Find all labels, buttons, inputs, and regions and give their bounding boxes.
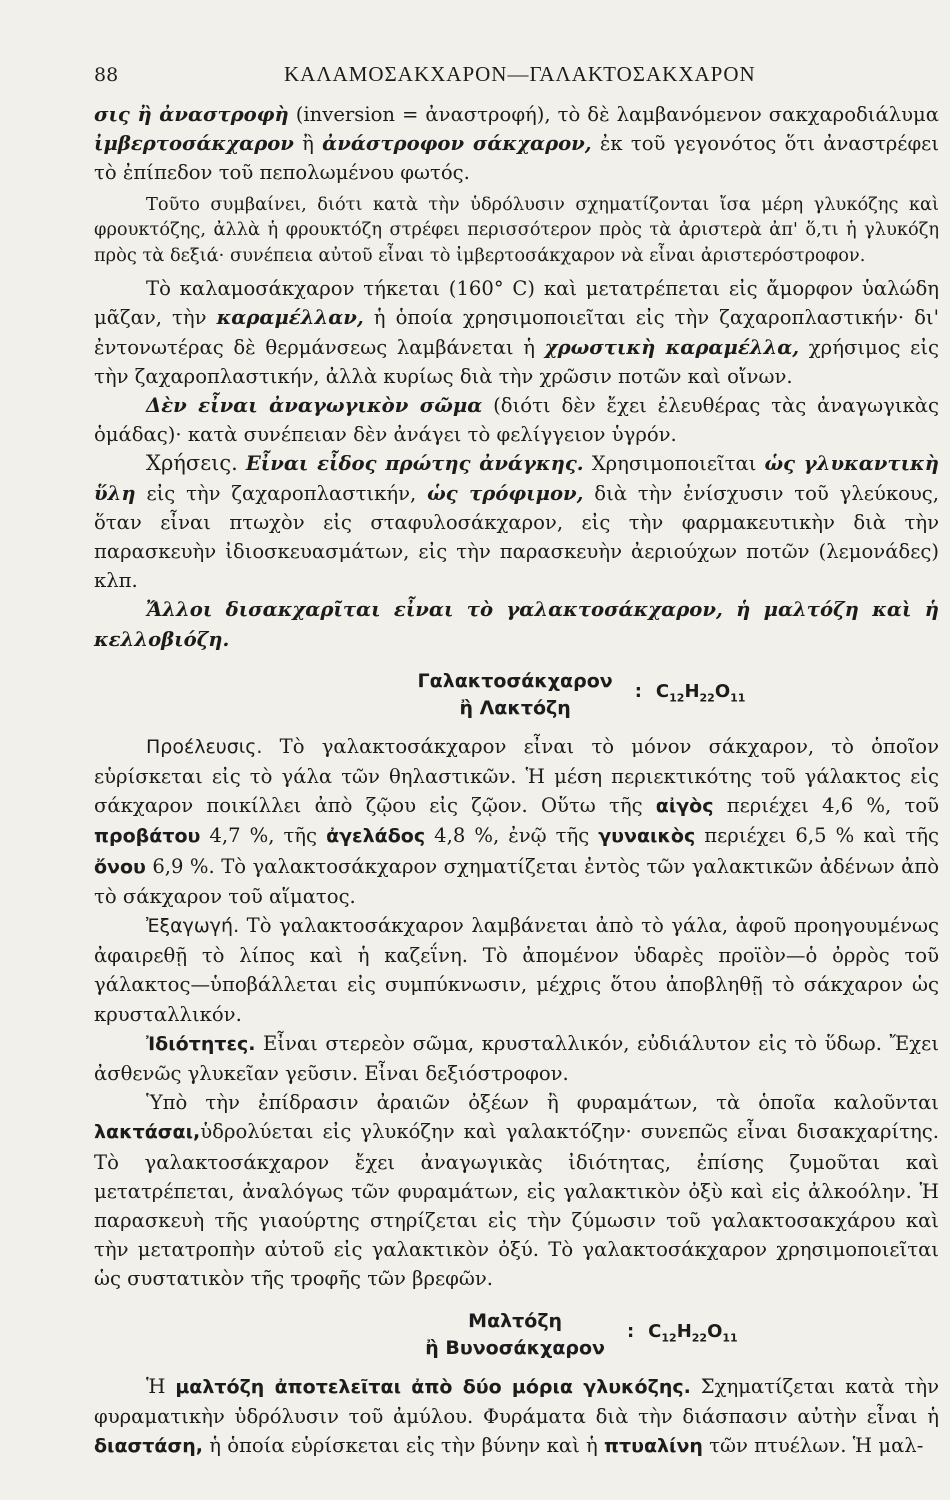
formula-element: H bbox=[684, 680, 700, 702]
formula-subscript: 22 bbox=[691, 1331, 708, 1345]
formula-element: O bbox=[707, 1320, 723, 1342]
formula-element: O bbox=[714, 680, 731, 702]
term-sheep: προβάτου bbox=[94, 825, 201, 848]
term-ptyalin: πτυαλίνη bbox=[604, 1435, 703, 1458]
formula-subscript: 12 bbox=[661, 1331, 677, 1345]
text-run: Εἶναι στερεὸν σῶμα, κρυσταλλικόν, εὐδιάλυτον εἰς τὸ ὕδωρ. Ἔχει ἀσθενῶς γλυκεῖαν γεῦσιν. Εἶναι δεξιόστροφον. bbox=[94, 1031, 939, 1085]
term-non-reducing: Δὲν εἶναι ἀναγωγικὸν σῶμα bbox=[146, 393, 483, 417]
page-header bbox=[94, 58, 890, 94]
paragraph-caramel bbox=[94, 274, 939, 391]
text-run: ὑδρολύεται εἰς γλυκόζην καὶ γαλακτόζην· συνεπῶς εἶναι δισακχαρίτης. Τὸ γαλακτοσάκχαρον ἔχει ἀναγωγικὰς ἰδιότητας, ἐπίσης ζυμοῦται καὶ μετατρέπεται, ἀναλόγως τῶν φυραμάτων, εἰς γαλακτικὸν ὀξὺ καὶ εἰς ἀλκοόλην. Ἡ παρασκευὴ τῆς γιαούρτης στηρίζεται εἰς τὴν ζύμωσιν τοῦ γαλακτοσακχάρου καὶ τὴν μετατροπὴν αὐτοῦ εἰς γαλακτικὸν ὀξύ. Τὸ γαλακτοσάκχαρον χρησιμοποιεῖται ὡς συστατικὸν τῆς τροφῆς τῶν βρεφῶν. bbox=[94, 1120, 939, 1291]
text-run: Ὑπὸ τὴν ἐπίδρασιν ἀραιῶν ὀξέων ἢ φυραμάτων, τὰ ὁποῖα καλοῦνται bbox=[146, 1091, 939, 1115]
text-run: Τὸ γαλακτοσάκχαρον εἶναι τὸ μόνον σάκχαρον, τὸ ὁποῖον εὑρίσκεται εἰς τὸ γάλα τῶν θηλαστικῶν. Ἡ μέση περιεκτικότης τοῦ γάλακτος εἰς σάκχαρον ποικίλλει ἀπὸ ζῷου εἰς ζῷον. Οὕτω τῆς bbox=[94, 734, 939, 818]
text-run: Σχηματίζεται κατὰ τὴν φυραματικὴν ὑδρόλυσιν τοῦ ἀμύλου. Φυράματα διὰ τὴν διάσπασιν αὐτὴν εἶναι ἡ bbox=[94, 1374, 940, 1428]
section-heading-names bbox=[418, 668, 613, 722]
term-two-glucose: ἀποτελεῖται ἀπὸ δύο μόρια γλυκόζης. bbox=[264, 1375, 691, 1398]
heading-properties: Ἰδιότητες. bbox=[146, 1032, 256, 1055]
text-run: 4,8 %, ἐνῷ τῆς bbox=[425, 824, 599, 848]
term-woman: γυναικὸς bbox=[598, 825, 696, 848]
running-title: ΚΑΛΑΜΟΣΑΚΧΑΡΟΝ—ΓΑΛΑΚΤΟΣΑΚΧΑΡΟΝ bbox=[284, 62, 756, 86]
text-run: Τὸ γαλακτοσάκχαρον λαμβάνεται ἀπὸ τὸ γάλα, ἀφοῦ προηγουμένως ἀφαιρεθῇ τὸ λίπος καὶ ἡ καζεΐνη. Τὸ ἀπομένον ὑδαρὲς προϊὸν—ὁ ὀρρὸς τοῦ γάλακτος—ὑποβάλλεται εἰς συμπύκνωσιν, μέχρις ὅτου ἀποβληθῇ τὸ σάκχαρον ὡς κρυσταλλικόν. bbox=[94, 913, 939, 1026]
formula-subscript: 12 bbox=[669, 691, 685, 705]
text-run: τῶν πτυέλων. Ἡ μαλ- bbox=[702, 1434, 924, 1458]
term-maltose: μαλτόζη bbox=[175, 1375, 265, 1398]
section-title-maltose: Μαλτόζη bbox=[468, 1309, 563, 1332]
heading-origin: Προέλευσις. bbox=[146, 735, 263, 758]
formula-subscript: 11 bbox=[730, 691, 746, 705]
section-subtitle-maltose: ἢ Βυνοσάκχαρον bbox=[425, 1336, 605, 1359]
text-run: περιέχει 6,5 % καὶ τῆς bbox=[695, 824, 939, 848]
text-run: (διότι δὲν ἔχει ἐλευθέρας τὰς ἀναγωγικὰς ὁμάδας)· κατὰ συνέπειαν δὲν ἀνάγει τὸ φελίγγειον ὑγρόν. bbox=[94, 393, 939, 447]
text-run: ἡ ὁποία εὑρίσκεται εἰς τὴν βύνην καὶ ἡ bbox=[203, 1434, 604, 1458]
text-run: εἰς τὴν ζαχαροπλαστικήν, bbox=[135, 481, 428, 505]
term-inverted-sugar: ἀνάστροφον σάκχαρον, bbox=[322, 132, 592, 156]
heading-extraction: Ἐξαγωγή. bbox=[146, 914, 240, 937]
text-run bbox=[238, 452, 246, 475]
paragraph-extraction bbox=[94, 911, 939, 1029]
section-subtitle-lactose: ἢ Λακτόζη bbox=[459, 696, 571, 719]
text-run: Τὸ καλαμοσάκχαρον τήκεται (160° C) καὶ μετατρέπεται εἰς ἄμορφον ὑαλώδη μᾶζαν, τὴν bbox=[94, 277, 939, 330]
term-cow: ἀγελάδος bbox=[326, 825, 426, 848]
formula-subscript: 11 bbox=[722, 1331, 738, 1345]
section-heading-maltose bbox=[94, 1308, 939, 1362]
text-run: ἐκ τοῦ γεγονότος ὅτι ἀναστρέφει τὸ ἐπίπεδον τοῦ πεπολωμένου φωτός. bbox=[94, 132, 940, 185]
paragraph-maltose bbox=[94, 1372, 939, 1462]
text-run: ἢ bbox=[293, 132, 323, 156]
text-run: περιέχει 4,6 %, τοῦ bbox=[713, 794, 939, 818]
term-sweetener: ὡς γλυκαντικὴ ὕλη bbox=[94, 452, 939, 505]
formula-maltose bbox=[627, 1317, 738, 1353]
text-run: 6,9 %. Τὸ γαλακτοσάκχαρον σχηματίζεται ἐντὸς τῶν γαλακτικῶν ἀδένων ἀπὸ τὸ σάκχαρον τοῦ αἵματος. bbox=[94, 854, 939, 908]
formula-element: H bbox=[676, 1320, 692, 1342]
paragraph-non-reducing bbox=[94, 391, 939, 449]
text-run: χρήσιμος εἰς τὴν ζαχαροπλαστικήν, ἀλλὰ κυρίως διὰ τὴν χρῶσιν ποτῶν καὶ οἴνων. bbox=[94, 335, 939, 388]
text-run: ἡ ὁποία χρησιμοποιεῖται εἰς τὴν ζαχαροπλαστικήν· δι' ἐντονωτέρας δὲ θερμάνσεως λαμβάνεται ἡ bbox=[94, 306, 939, 359]
term-invert-sugar: ἰμβερτοσάκχαρον bbox=[94, 132, 294, 156]
term-caramel: καραμέλλαν, bbox=[216, 306, 364, 330]
text-run: Ἡ bbox=[146, 1374, 176, 1398]
term-lactases: λακτάσαι, bbox=[94, 1121, 201, 1144]
paragraph-properties bbox=[94, 1029, 939, 1088]
term-inversion: σις ἢ ἀναστροφὴ bbox=[94, 103, 289, 126]
paragraph-uses bbox=[94, 449, 939, 595]
formula-colon: : bbox=[626, 1320, 635, 1342]
text-run: διὰ τὴν ἐνίσχυσιν τοῦ γλεύκους, ὅταν εἶναι πτωχὸν εἰς σταφυλοσάκχαρον, εἰς τὴν φαρμακευτικὴν διὰ τὴν παρασκευὴν ἰδιοσκευασμάτων, εἰς τὴν παρασκευὴν ἀεριούχων ποτῶν (λεμονάδες) κλπ. bbox=[94, 481, 939, 593]
paragraph-hydrolysis-note: Τοῦτο συμβαίνει, διότι κατὰ τὴν ὑδρόλυσιν σχηματίζονται ἴσα μέρη γλυκόζης καὶ φρουκτόζης, ἀλλὰ ἡ φρουκτόζη στρέφει περισσότερον πρὸς τὰ ἀριστερὰ ἀπ' ὅ,τι ἡ γλυκόζη πρὸς τὰ δεξιά· συνέπεια αὐτοῦ εἶναι τὸ ἰμβερτοσάκχαρον νὰ εἶναι ἀριστερόστροφον. bbox=[94, 193, 939, 266]
heading-uses: Χρήσεις. bbox=[146, 451, 238, 476]
term-coloring-caramel: χρωστικὴ καραμέλλα, bbox=[544, 335, 800, 359]
formula-subscript: 22 bbox=[699, 691, 715, 705]
formula-element: C bbox=[648, 1320, 662, 1342]
paragraph-inversion bbox=[94, 100, 939, 188]
text-run: Χρησιμοποιεῖται bbox=[583, 452, 765, 476]
section-title-lactose: Γαλακτοσάκχαρον bbox=[417, 669, 613, 692]
term-necessity: Εἶναι εἶδος πρώτης ἀνάγκης. bbox=[245, 452, 584, 476]
term-goat: αἰγὸς bbox=[655, 795, 714, 818]
formula-element: C bbox=[655, 680, 670, 702]
page-body bbox=[94, 100, 939, 1461]
section-heading-lactose bbox=[94, 668, 939, 722]
formula-lactose bbox=[635, 677, 746, 713]
term-food: ὡς τρόφιμον, bbox=[427, 481, 584, 505]
paragraph-other-disaccharides: Ἄλλοι δισακχαρῖται εἶναι τὸ γαλακτοσάκχαρον, ἡ μαλτόζη καὶ ἡ κελλοβιόζη. bbox=[94, 598, 939, 651]
term-donkey: ὄνου bbox=[94, 855, 146, 878]
section-heading-names bbox=[425, 1308, 605, 1362]
paragraph-origin bbox=[94, 732, 939, 911]
text-run: (inversion = ἀναστροφή), τὸ δὲ λαμβανόμενον σακχαροδιάλυμα bbox=[288, 103, 939, 126]
term-diastase: διαστάση, bbox=[94, 1435, 204, 1458]
formula-colon: : bbox=[634, 680, 642, 702]
paragraph-hydrolysis-lactase bbox=[94, 1088, 939, 1293]
page-number: 88 bbox=[94, 64, 119, 86]
text-run: 4,7 %, τῆς bbox=[200, 824, 327, 848]
